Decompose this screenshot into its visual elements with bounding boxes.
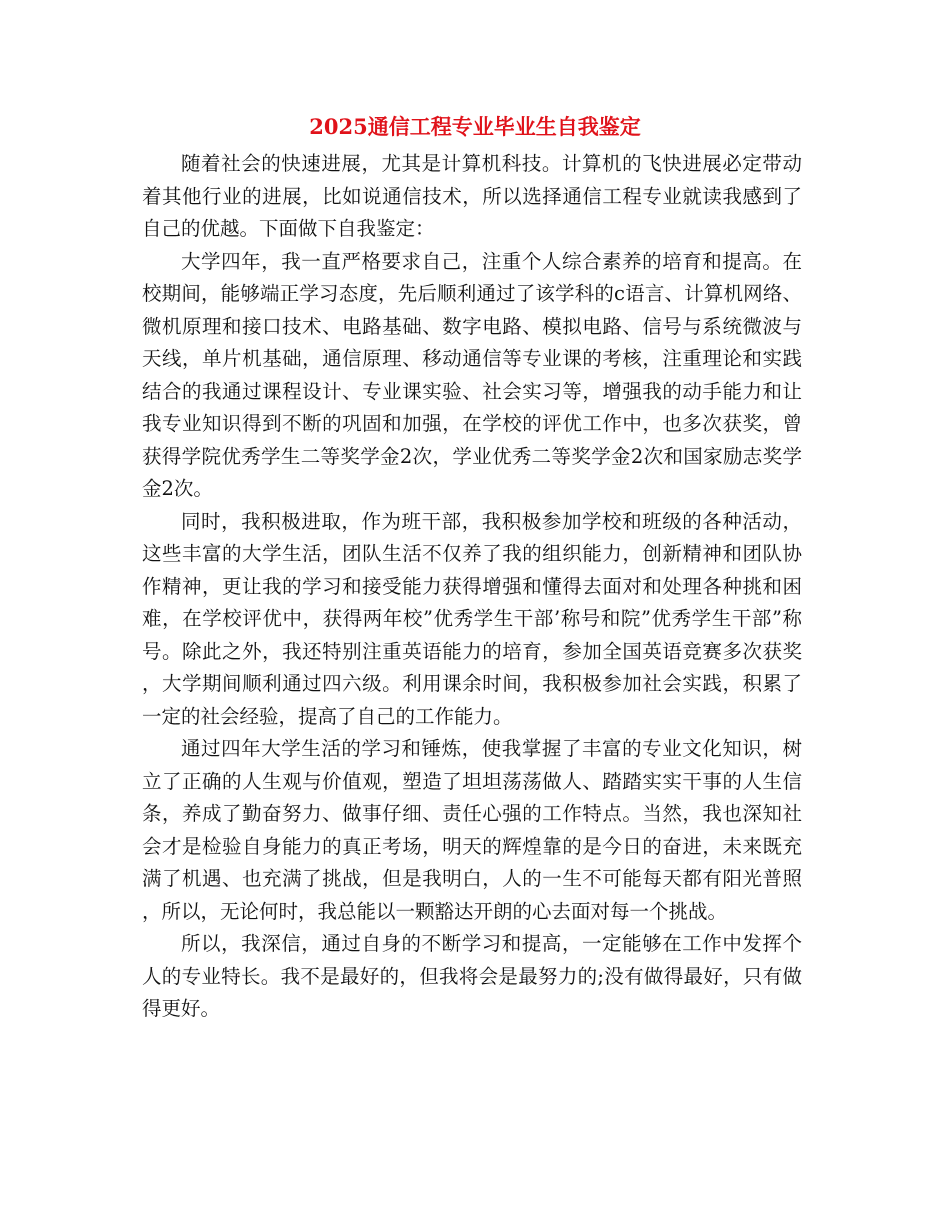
paragraph-activities: 同时，我积极进取，作为班干部，我积极参加学校和班级的各种活动，这些丰富的大学生活，团队生活不仅养了我的组织能力，创新精神和团队协作精神，更让我的学习和接受能力获得增强和懂得去面对和处理各种挑和困难，在学校评优中，获得两年校”优秀学生干部’称号和院”优秀学生干部”称号。除此之外，我还特别注重英语能力的培育，参加全国英语竞赛多次获奖，大学期间顺利通过四六级。利用课余时间，我积极参加社会实践，积累了一定的社会经验，提高了自己的工作能力。	[142, 509, 802, 728]
document-title: 2025通信工程专业毕业生自我鉴定	[309, 114, 641, 139]
paragraph-intro: 随着社会的快速进展，尤其是计算机科技。计算机的飞快进展必定带动着其他行业的进展，比如说通信技术，所以选择通信工程专业就读我感到了自己的优越。下面做下自我鉴定：	[142, 152, 802, 240]
paragraph-study: 大学四年，我一直严格要求自己，注重个人综合素养的培育和提高。在校期间，能够端正学习态度，先后顺利通过了该学科的c语言、计算机网络、微机原理和接口技术、电路基础、数字电路、模拟电路、信号与系统微波与天线，单片机基础，通信原理、移动通信等专业课的考核，注重理论和实践结合的我通过课程设计、专业课实验、社会实习等，增强我的动手能力和让我专业知识得到不断的巩固和加强，在学校的评优工作中，也多次获奖，曾获得学院优秀学生二等奖学金2次，学业优秀二等奖学金2次和国家励志奖学金2次。	[142, 249, 802, 500]
paragraph-conclusion: 所以，我深信，通过自身的不断学习和提高，一定能够在工作中发挥个人的专业特长。我不是最好的，但我将会是最努力的;没有做得最好，只有做得更好。	[142, 932, 802, 1020]
document-body	[142, 148, 802, 1026]
paragraph-growth: 通过四年大学生活的学习和锤炼，使我掌握了丰富的专业文化知识，树立了正确的人生观与价值观，塑造了坦坦荡荡做人、踏踏实实干事的人生信条，养成了勤奋努力、做事仔细、责任心强的工作特点。当然，我也深知社会才是检验自身能力的真正考场，明天的辉煌靠的是今日的奋进，未来既充满了机遇、也充满了挑战，但是我明白，人的一生不可能每天都有阳光普照，所以，无论何时，我总能以一颗豁达开朗的心去面对每一个挑战。	[142, 737, 802, 923]
